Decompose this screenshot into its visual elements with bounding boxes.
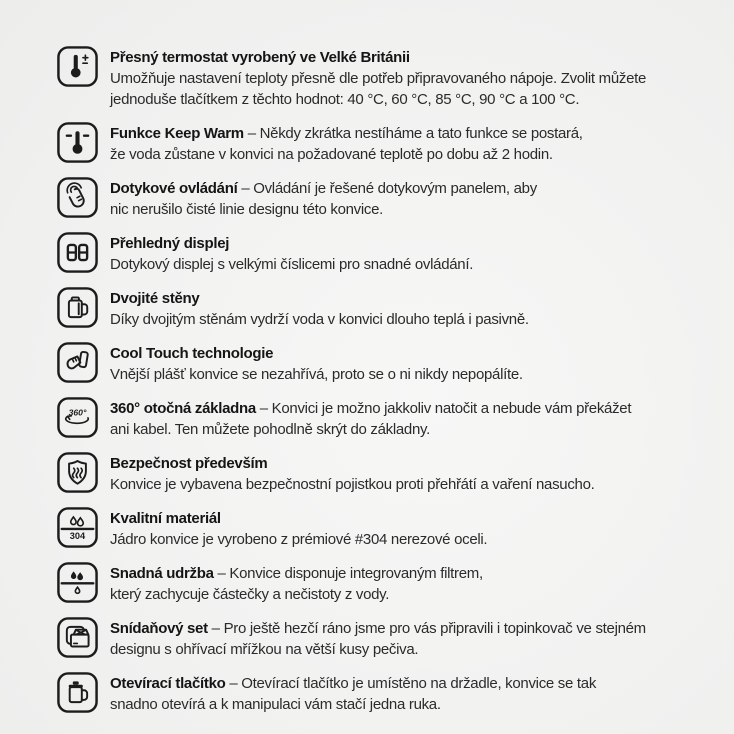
feature-desc: nic nerušilo čisté linie designu této konvice. [110, 201, 384, 218]
feature-desc: Díky dvojitým stěnám vydrží voda v konvici dlouho teplá i pasivně. [110, 311, 529, 328]
feature-title: Dotykové ovládání [110, 180, 238, 197]
feature-item-rotating-base [57, 397, 646, 440]
feature-title: Cool Touch technologie [110, 345, 274, 362]
feature-desc: designu s ohřívací mřížkou na větší kusy pečiva. [110, 641, 419, 658]
feature-text [110, 342, 523, 385]
feature-item-display [57, 232, 646, 275]
feature-text [110, 287, 529, 330]
feature-title: Snadná udržba [110, 565, 214, 582]
cool-touch-icon [57, 342, 98, 383]
feature-item-cool-touch [57, 342, 646, 385]
feature-desc: jednoduše tlačítkem z těchto hodnot: 40 °C, 60 °C, 85 °C, 90 °C a 100 °C. [110, 91, 580, 108]
double-wall-icon [57, 287, 98, 328]
feature-desc: Konvice je vybavena bezpečnostní pojistkou proti přehřátí a vaření nasucho. [110, 476, 595, 493]
breakfast-set-icon [57, 617, 98, 658]
feature-title: 360° otočná základna [110, 400, 256, 417]
feature-title: Přehledný displej [110, 235, 230, 252]
rotating-base-icon [57, 397, 98, 438]
feature-title: Přesný termostat vyrobený ve Velké Británii [110, 49, 410, 66]
material-304-icon [57, 507, 98, 548]
feature-list [57, 46, 646, 715]
feature-desc: Dotykový displej s velkými číslicemi pro snadné ovládání. [110, 256, 474, 273]
feature-desc: ani kabel. Ten můžete pohodlně skrýt do základny. [110, 421, 430, 438]
feature-desc: – Konvici je možno jakkoliv natočit a nebude vám překážet [255, 400, 632, 417]
feature-item-breakfast-set [57, 617, 646, 660]
feature-item-thermostat [57, 46, 646, 110]
feature-text [110, 122, 583, 165]
feature-item-touch-control [57, 177, 646, 220]
feature-desc: který zachycuje částečky a nečistoty z vody. [110, 586, 390, 603]
feature-desc: snadno otevírá a k manipulaci vám stačí jedna ruka. [110, 696, 441, 713]
filter-icon [57, 562, 98, 603]
touch-control-icon [57, 177, 98, 218]
thermostat-icon [57, 46, 98, 87]
feature-desc: – Pro ještě hezčí ráno jsme pro vás připravili i topinkovač ve stejném [207, 620, 646, 637]
feature-item-double-wall [57, 287, 646, 330]
feature-text [110, 397, 631, 440]
feature-text [110, 46, 646, 110]
feature-title: Bezpečnost především [110, 455, 268, 472]
feature-item-safety [57, 452, 646, 495]
display-88-icon [57, 232, 98, 273]
feature-title: Snídaňový set [110, 620, 208, 637]
feature-text [110, 672, 596, 715]
feature-desc: Jádro konvice je vyrobeno z prémiové #304 nerezové oceli. [110, 531, 488, 548]
feature-title: Otevírací tlačítko [110, 675, 226, 692]
feature-item-material [57, 507, 646, 550]
safety-shield-icon [57, 452, 98, 493]
feature-desc: Umožňuje nastavení teploty přesně dle potřeb připravovaného nápoje. Zvolit můžete [110, 70, 647, 87]
feature-desc: – Někdy zkrátka nestíháme a tato funkce se postará, [243, 125, 583, 142]
feature-item-keep-warm [57, 122, 646, 165]
feature-text [110, 617, 646, 660]
feature-title: Dvojité stěny [110, 290, 200, 307]
feature-title: Funkce Keep Warm [110, 125, 244, 142]
feature-item-open-button [57, 672, 646, 715]
feature-item-maintenance [57, 562, 646, 605]
feature-desc: – Konvice disponuje integrovaným filtrem, [213, 565, 483, 582]
feature-text [110, 177, 537, 220]
feature-title: Kvalitní materiál [110, 510, 221, 527]
feature-desc: že voda zůstane v konvici na požadované teplotě po dobu až 2 hodin. [110, 146, 553, 163]
svg-text:304: 304 [69, 531, 86, 542]
open-lid-button-icon [57, 672, 98, 713]
feature-text [110, 562, 483, 605]
feature-text [110, 232, 473, 275]
feature-desc: Vnější plášť konvice se nezahřívá, proto se o ni nikdy nepopálíte. [110, 366, 523, 383]
svg-text:360°: 360° [68, 407, 87, 418]
feature-text [110, 507, 487, 550]
feature-desc: – Otevírací tlačítko je umístěno na držadle, konvice se tak [225, 675, 597, 692]
feature-text [110, 452, 594, 495]
keep-warm-icon [57, 122, 98, 163]
feature-desc: – Ovládání je řešené dotykovým panelem, aby [237, 180, 537, 197]
